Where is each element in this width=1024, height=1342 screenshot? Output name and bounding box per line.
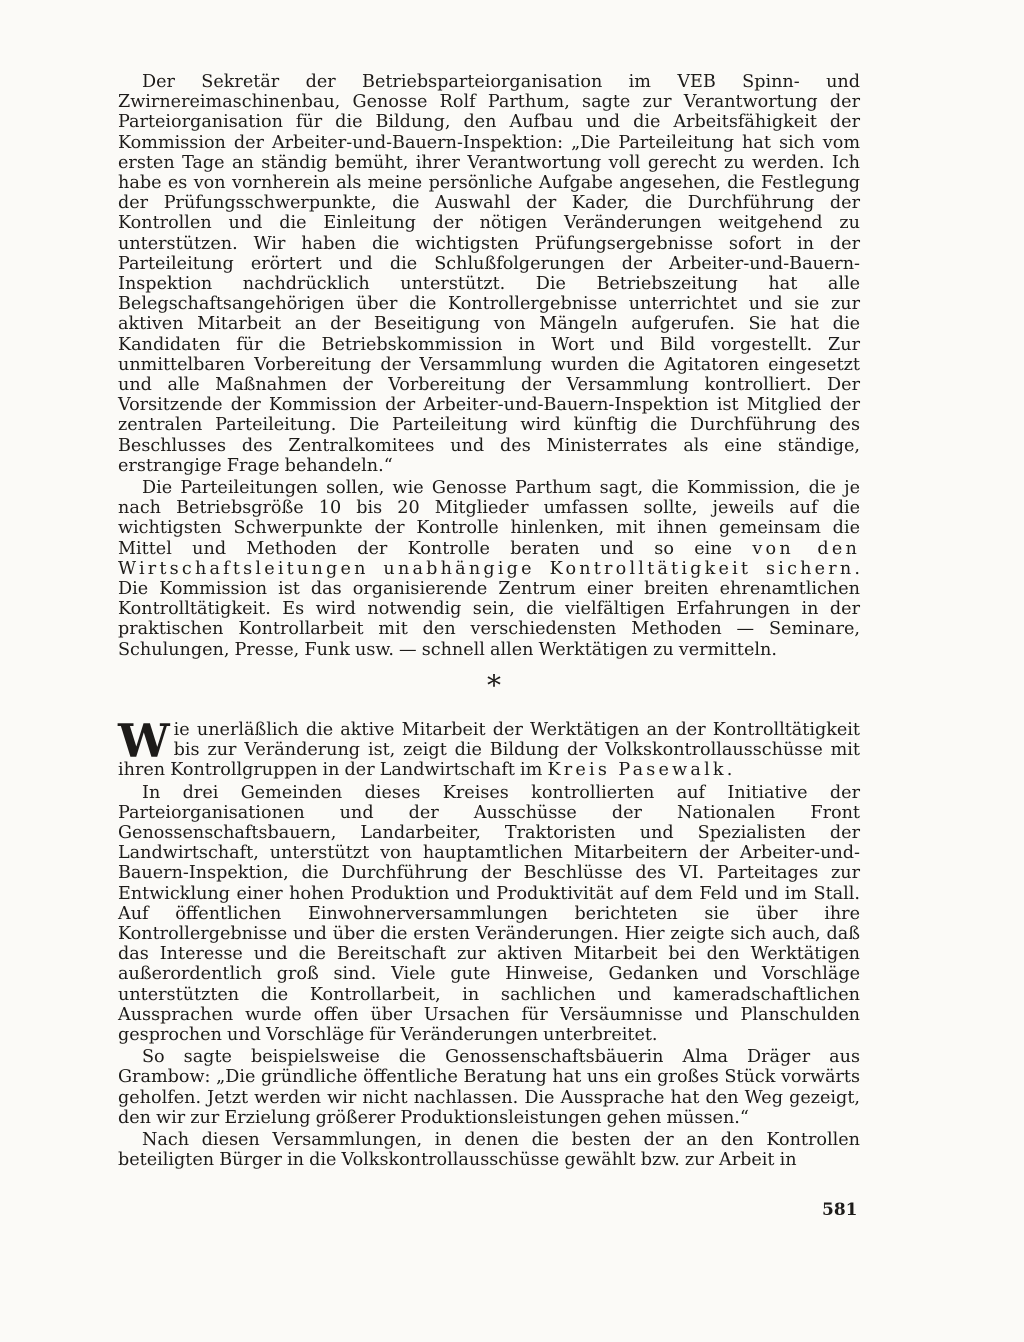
- page-body: [118, 72, 860, 1172]
- paragraph-2-text-b: . Die Kommission ist das organisierende Zentrum einer breiten ehrenamtlichen Kontrolltätigkeit. Es wird notwendig sein, die vielfältigen Erfahrungen in der praktischen Kontrollarbeit mit den verschiedensten Methoden — Seminare, Schulungen, Presse, Funk usw. — schnell allen Werktätigen zu vermitteln.: [118, 558, 860, 660]
- paragraph-1: Der Sekretär der Betriebsparteiorganisation im VEB Spinn- und Zwirnereimaschinenbau, Genosse Rolf Parthum, sagte zur Verantwortung der Parteiorganisation für die Bildung, den Aufbau und die Arbeitsfähigkeit der Kommission der Arbeiter-und-Bauern-Inspektion: „Die Parteileitung hat sich vom ersten Tage an ständig bemüht, ihrer Verantwortung voll gerecht zu werden. Ich habe es von vornherein als meine persönliche Aufgabe angesehen, die Festlegung der Prüfungsschwerpunkte, die Auswahl der Kader, die Durchführung der Kontrollen und die Einleitung der nötigen Veränderungen weitgehend zu unterstützen. Wir haben die wichtigsten Prüfungsergebnisse sofort in der Parteileitung erörtert und die Schlußfolgerungen der Arbeiter-und-Bauern-Inspektion nachdrücklich unterstützt. Die Betriebszeitung hat alle Belegschaftsangehörigen über die Kontrollergebnisse unterrichtet und sie zur aktiven Mitarbeit an der Beseitigung von Mängeln aufgerufen. Sie hat die Kandidaten für die Betriebskommission in Wort und Bild vorgestellt. Zur unmittelbaren Vorbereitung der Versammlung wurden die Agitatoren eingesetzt und alle Maßnahmen der Vorbereitung der Versammlung kontrolliert. Der Vorsitzende der Kommission der Arbeiter-und-Bauern-Inspektion ist Mitglied der zentralen Parteileitung. Die Parteileitung wird künftig die Durchführung des Beschlusses des Zentralkomitees und des Ministerrates als eine ständige, erstrangige Frage behandeln.“: [118, 72, 860, 476]
- paragraph-3-spaced-emphasis: Kreis Pasewalk: [547, 760, 727, 781]
- paragraph-3-text-b: .: [726, 760, 733, 781]
- paragraph-5: So sagte beispielsweise die Genossenschaftsbäuerin Alma Dräger aus Grambow: „Die gründliche öffentliche Beratung hat uns ein großes Stück vorwärts geholfen. Jetzt werden wir nicht nachlassen. Die Aussprache hat den Weg gezeigt, den wir zur Erzielung größerer Produktionsleistungen gehen müssen.“: [118, 1047, 860, 1128]
- paragraph-3: [118, 713, 860, 781]
- paragraph-4: In drei Gemeinden dieses Kreises kontrollierten auf Initiative der Parteiorganisationen und der Ausschüsse der Nationalen Front Genossenschaftsbauern, Landarbeiter, Traktoristen und Spezialisten der Landwirtschaft, unterstützt von hauptamtlichen Mitarbeitern der Arbeiter-und-Bauern-Inspektion, die Durchführung der Beschlüsse des VI. Parteitages zur Entwicklung einer hohen Produktion und Produktivität auf dem Feld und im Stall. Auf öffentlichen Einwohnerversammlungen berichteten sie über ihre Kontrollergebnisse und über die ersten Veränderungen. Hier zeigte sich auch, daß das Interesse und die Bereitschaft zur aktiven Mitarbeit bei den Werktätigen außerordentlich groß sind. Viele gute Hinweise, Gedanken und Vorschläge unterstützten die Kontrollarbeit, in sachlichen und kameradschaftlichen Aussprachen wurde offen über Ursachen für Versäumnisse und Planschulden gesprochen und Vorschläge für Veränderungen unterbreitet.: [118, 782, 860, 1045]
- paragraph-2: [118, 478, 860, 660]
- drop-cap: W: [118, 713, 170, 768]
- page-number: 581: [822, 1200, 858, 1220]
- paragraph-2-text-a: Die Parteileitungen sollen, wie Genosse Parthum sagt, die Kommission, die je nach Betriebsgröße 10 bis 20 Mitglieder umfassen sollte, jeweils auf die wichtigsten Schwerpunkte der Kontrolle hinlenken, mit ihnen gemeinsam die Mittel und Methoden der Kontrolle beraten und so eine: [118, 478, 860, 559]
- paragraph-3-text-a: ie unerläßlich die aktive Mitarbeit der Werktätigen an der Kontrolltätigkeit bis zur Veränderung ist, zeigt die Bildung der Volkskontrollausschüsse mit ihren Kontrollgruppen in der Landwirtschaft im: [118, 719, 860, 781]
- section-separator-asterisk: *: [487, 668, 501, 702]
- paragraph-6: Nach diesen Versammlungen, in denen die besten der an den Kontrollen beteiligten Bürger in die Volkskontrollausschüsse gewählt bzw. zur Arbeit in: [118, 1129, 860, 1171]
- paragraph-2-spaced-emphasis: von den Wirtschaftsleitungen unabhängige Kontrolltätigkeit sichern: [118, 538, 861, 579]
